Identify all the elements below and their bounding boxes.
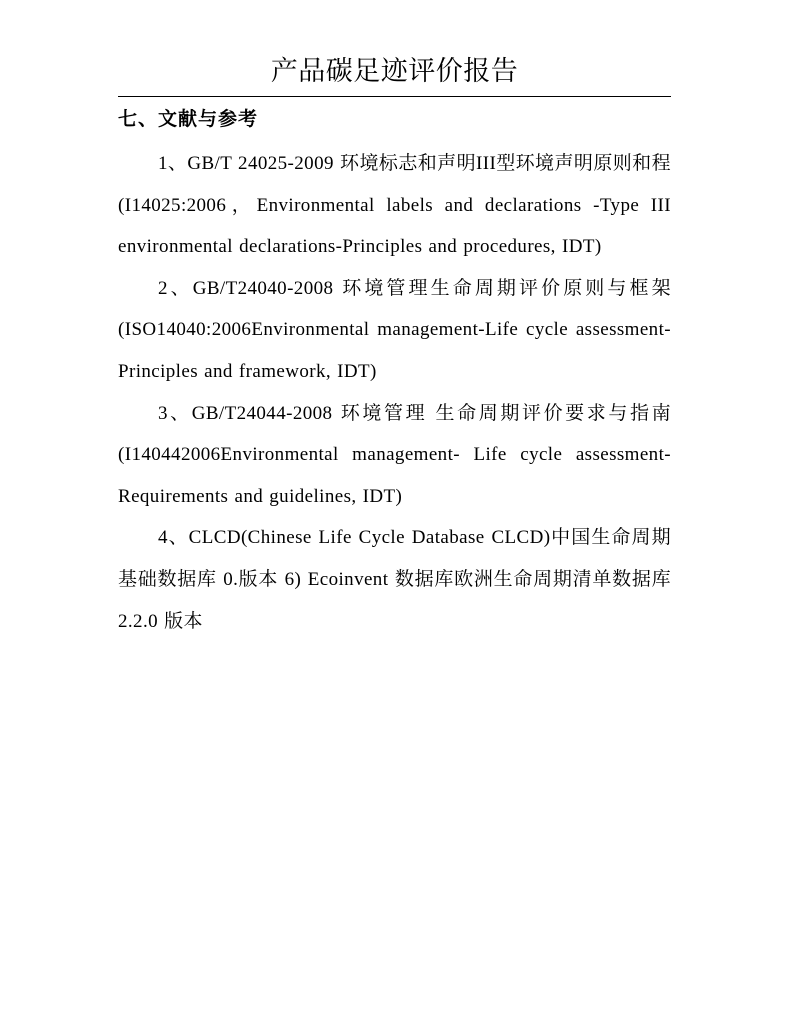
reference-list (118, 143, 671, 642)
reference-item-4: 4、CLCD(Chinese Life Cycle Database CLCD)中国生命周期基础数据库 0.版本 6) Ecoinvent 数据库欧洲生命周期清单数据库 2.2.0 版本 (118, 527, 671, 632)
reference-item-2: 2、GB/T24040-2008 环境管理生命周期评价原则与框架(ISO14040:2006Environmental management-Life cycle assessment-Principles and framework, IDT) (118, 277, 671, 382)
document-header (118, 52, 671, 97)
reference-item-3: 3、GB/T24044-2008 环境管理 生命周期评价要求与指南(I140442006Environmental management- Life cycle assessment-Requirements and guidelines, IDT) (118, 402, 671, 507)
document-title: 产品碳足迹评价报告 (270, 56, 519, 87)
section-heading: 七、文献与参考 (118, 108, 259, 130)
reference-item-1: 1、GB/T 24025-2009 环境标志和声明III型环境声明原则和程(I14025:2006，Environmental labels and declarations -Type III environmental declarations-Principles and procedures, IDT) (118, 153, 671, 258)
